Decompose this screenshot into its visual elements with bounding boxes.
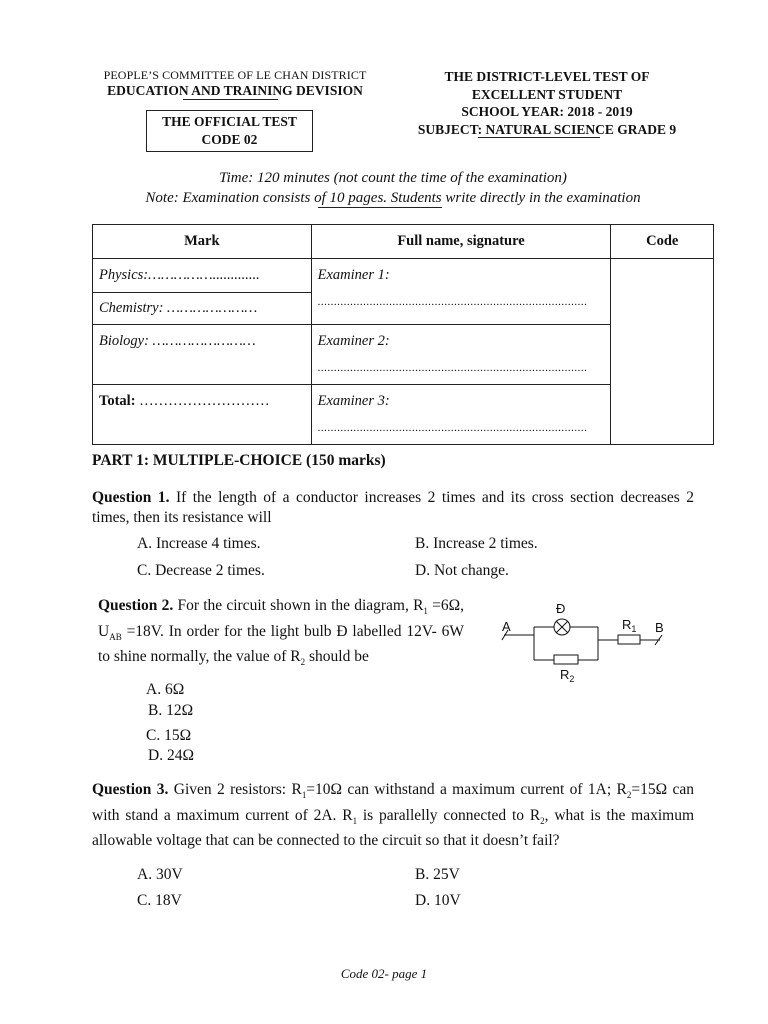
label-d: Đ <box>556 601 566 616</box>
q2-option-d[interactable]: D. 24Ω <box>148 747 194 764</box>
exam-title-line1: THE DISTRICT-LEVEL TEST OF <box>444 69 650 84</box>
chemistry-mark[interactable]: Chemistry: ………………… <box>93 293 312 325</box>
official-test-label: THE OFFICIAL TEST <box>162 114 297 129</box>
exam-instructions <box>80 168 706 208</box>
examiner1-dots: ................................................................................... <box>317 296 588 308</box>
total-mark[interactable] <box>93 385 312 445</box>
q3-text-5: , what is the maximum allowable voltage that can be connected to the circuit so that it doesn’t fail? <box>92 806 695 850</box>
q3-option-d[interactable]: D. 10V <box>415 892 461 909</box>
q3-option-a[interactable]: A. 30V <box>137 866 183 883</box>
test-code: CODE 02 <box>201 132 258 147</box>
q2-sub-2: 2 <box>300 657 306 668</box>
examiner3-dots: ................................................................................... <box>317 422 588 434</box>
question-2 <box>98 596 464 673</box>
department-header <box>80 68 390 99</box>
committee-name: PEOPLE’S COMMITTEE OF LE CHAN DISTRICT <box>103 68 367 82</box>
school-year: SCHOOL YEAR: 2018 - 2019 <box>461 104 633 119</box>
physics-mark[interactable]: Physics:……………............. <box>93 259 312 293</box>
q2-text-2: =6Ω, U <box>98 597 464 640</box>
resistor-r1 <box>618 635 640 644</box>
circuit-diagram <box>490 598 680 688</box>
code-header: Code <box>611 225 714 259</box>
division-name: EDUCATION AND TRAINING DEVISION <box>107 83 363 98</box>
label-b: B <box>655 620 664 635</box>
exam-note: Note: Examination consists of 10 pages. Students write directly in the examination <box>145 190 641 206</box>
q2-text-3: =18V. In order for the light bulb Đ labelled 12V- 6W to shine normally, the value of R <box>98 622 464 666</box>
label-a: A <box>502 619 511 634</box>
q3-option-b[interactable]: B. 25V <box>415 866 460 883</box>
q1-option-d[interactable]: D. Not change. <box>415 562 509 579</box>
mark-header: Mark <box>93 225 312 259</box>
total-label: Total: <box>99 393 136 409</box>
q3-sub-4: 2 <box>540 815 545 826</box>
q3-text-1: Given 2 resistors: R <box>168 781 302 798</box>
q2-text-1: For the circuit shown in the diagram, R <box>173 597 424 614</box>
q1-option-b[interactable]: B. Increase 2 times. <box>415 535 538 552</box>
time-limit: Time: 120 minutes (not count the time of the examination) <box>219 170 567 186</box>
official-test-box <box>146 110 313 152</box>
q2-option-a[interactable]: A. 6Ω <box>146 681 185 698</box>
q3-text-3: =15Ω can with stand a maximum current of 2A. R <box>92 781 695 824</box>
biology-mark[interactable]: Biology: …………………… <box>93 325 312 385</box>
total-dots: ……………………… <box>139 393 270 409</box>
q2-option-c[interactable]: C. 15Ω <box>146 727 192 744</box>
q2-text-4: should be <box>305 648 369 666</box>
q2-sub-1: 1 <box>423 606 428 617</box>
part1-title: PART 1: MULTIPLE-CHOICE (150 marks) <box>92 452 386 469</box>
resistor-r2 <box>554 655 578 664</box>
q1-option-c[interactable]: C. Decrease 2 times. <box>137 562 265 579</box>
marks-table <box>92 224 714 445</box>
q3-sub-3: 1 <box>352 815 358 826</box>
subject: SUBJECT: NATURAL SCIENCE GRADE 9 <box>417 121 677 137</box>
question-2-label: Question 2. <box>98 597 174 614</box>
examiner3-cell[interactable] <box>311 385 611 445</box>
examiner1-label: Examiner 1: <box>317 267 390 283</box>
q3-sub-2: 2 <box>626 790 632 801</box>
q3-text-4: is parallelly connected to R <box>357 806 541 824</box>
examiner1-cell[interactable] <box>311 259 611 325</box>
examiner2-cell[interactable] <box>311 325 611 385</box>
exam-title-line2: EXCELLENT STUDENT <box>471 86 623 102</box>
q2-option-b[interactable]: B. 12Ω <box>148 702 194 719</box>
name-header: Full name, signature <box>311 225 611 259</box>
examiner3-label: Examiner 3: <box>317 393 390 409</box>
question-3 <box>92 780 694 851</box>
question-1 <box>92 488 694 527</box>
q1-option-a[interactable]: A. Increase 4 times. <box>137 535 261 552</box>
question-1-text: If the length of a conductor increases 2 times and its cross section decreases 2 times, then its resistance will <box>92 489 694 526</box>
label-r2: $R_2$ <box>560 667 575 684</box>
q3-option-c[interactable]: C. 18V <box>137 892 182 909</box>
q3-text-2: =10Ω can withstand a maximum current of 1A; R <box>306 781 627 798</box>
subject-underline <box>478 137 600 138</box>
question-3-label: Question 3. <box>92 781 169 798</box>
exam-title-block <box>392 68 702 138</box>
examiner2-dots: ................................................................................... <box>317 362 588 374</box>
examiner2-label: Examiner 2: <box>317 333 390 349</box>
note-underline <box>318 207 442 208</box>
page-footer: Code 02- page 1 <box>340 966 428 981</box>
q2-sub-ab: AB <box>109 631 122 642</box>
question-1-label: Question 1. <box>92 489 170 506</box>
code-cell <box>611 259 714 445</box>
label-r1: $R_1$ <box>622 617 637 634</box>
q3-sub-1: 1 <box>301 790 307 801</box>
header-underline <box>183 99 278 100</box>
